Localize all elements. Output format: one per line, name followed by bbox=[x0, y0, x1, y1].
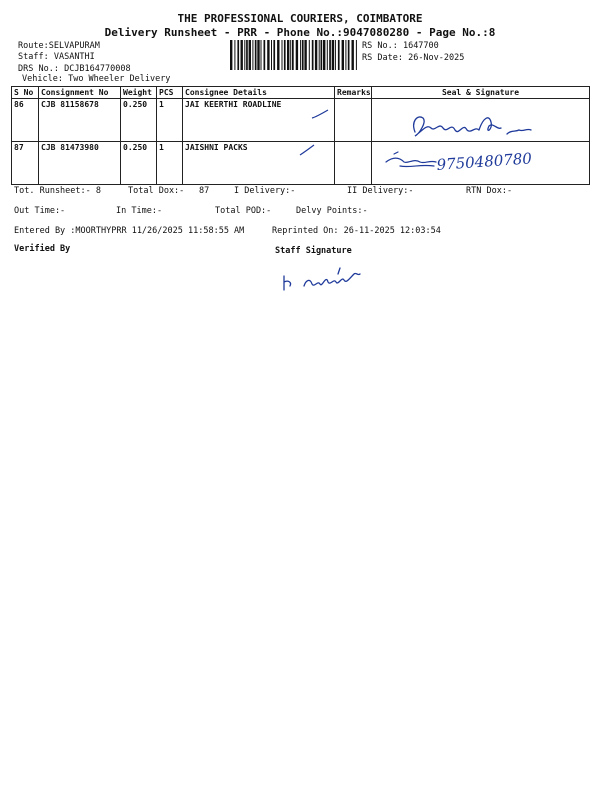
entered-by: Entered By :MOORTHYPRR 11/26/2025 11:58:55 AM bbox=[14, 226, 245, 236]
cell-consignee: JAISHNI PACKS bbox=[183, 142, 335, 185]
barcode-bar bbox=[332, 40, 334, 70]
route-label: Route: bbox=[18, 41, 49, 51]
barcode-bar bbox=[246, 40, 248, 70]
barcode-bar bbox=[282, 40, 283, 70]
drs-value: DCJB164770008 bbox=[64, 64, 131, 74]
total-dox-value: 87 bbox=[199, 186, 210, 196]
staff-signature bbox=[278, 264, 374, 294]
rs-no-value: 1647700 bbox=[402, 41, 439, 51]
col-header: Consignment No bbox=[39, 87, 121, 99]
rs-no-label: RS No.: bbox=[362, 41, 398, 51]
barcode-bar bbox=[271, 40, 272, 70]
barcode-bar bbox=[257, 40, 259, 70]
barcode-bar bbox=[230, 40, 232, 70]
runsheet-subtitle: Delivery Runsheet - PRR - Phone No.:9047080280 - Page No.:8 bbox=[104, 26, 496, 39]
reprinted-on: Reprinted On: 26-11-2025 12:03:54 bbox=[272, 226, 441, 236]
barcode bbox=[230, 40, 358, 70]
vehicle-line bbox=[22, 74, 170, 84]
barcode-bar bbox=[284, 40, 286, 70]
barcode-bar bbox=[342, 40, 344, 70]
total-dox-label: Total Dox:- bbox=[128, 186, 185, 196]
barcode-bar bbox=[273, 40, 275, 70]
barcode-bar bbox=[300, 40, 301, 70]
barcode-bar bbox=[327, 40, 328, 70]
barcode-bar bbox=[237, 40, 239, 70]
barcode-bar bbox=[352, 40, 354, 70]
cell-pcs: 1 bbox=[157, 99, 183, 142]
barcode-bar bbox=[241, 40, 243, 70]
tot-runsheet: Tot. Runsheet:- 8 bbox=[14, 186, 101, 196]
barcode-bar bbox=[304, 40, 306, 70]
cell-pcs: 1 bbox=[157, 142, 183, 185]
verified-by: Verified By bbox=[14, 244, 71, 254]
barcode-bar bbox=[315, 40, 317, 70]
barcode-bar bbox=[252, 40, 253, 70]
vehicle-value: Two Wheeler Delivery bbox=[68, 74, 171, 84]
col-header: Seal & Signature bbox=[372, 87, 590, 99]
cell-sno: 87 bbox=[12, 142, 39, 185]
cell-remarks bbox=[335, 99, 372, 142]
vehicle-label: Vehicle: bbox=[22, 74, 63, 84]
barcode-bar bbox=[319, 40, 320, 70]
col-header: PCS bbox=[157, 87, 183, 99]
out-time: Out Time:- bbox=[14, 206, 66, 216]
col-header: Consignee Details bbox=[183, 87, 335, 99]
barcode-bar bbox=[264, 40, 266, 70]
barcode-bar bbox=[290, 40, 291, 70]
tick-mark-row1 bbox=[310, 108, 330, 120]
cell-weight: 0.250 bbox=[121, 142, 157, 185]
rs-date-value: 26-Nov-2025 bbox=[408, 53, 465, 63]
staff-value: VASANTHI bbox=[53, 52, 95, 62]
barcode-bar bbox=[348, 40, 350, 70]
signature-row1 bbox=[405, 108, 535, 144]
drs-label: DRS No.: bbox=[18, 64, 59, 74]
barcode-bar bbox=[296, 40, 298, 70]
barcode-bar bbox=[338, 40, 340, 70]
barcode-bar bbox=[267, 40, 269, 70]
signature-row2 bbox=[380, 148, 440, 174]
cell-sno: 86 bbox=[12, 99, 39, 142]
barcode-bar bbox=[234, 40, 235, 70]
barcode-bar bbox=[277, 40, 279, 70]
cell-weight: 0.250 bbox=[121, 99, 157, 142]
delvy-points: Delvy Points:- bbox=[296, 206, 368, 216]
col-header: Remarks bbox=[335, 87, 372, 99]
in-time: In Time:- bbox=[116, 206, 163, 216]
barcode-bar bbox=[287, 40, 289, 70]
ii-delivery: II Delivery:- bbox=[347, 186, 414, 196]
staff-line bbox=[18, 52, 95, 62]
cell-consignment: CJB 81158678 bbox=[39, 99, 121, 142]
col-header: Weight bbox=[121, 87, 157, 99]
cell-consignee: JAI KEERTHI ROADLINE bbox=[183, 99, 335, 142]
cell-consignment: CJB 81473980 bbox=[39, 142, 121, 185]
drs-line bbox=[18, 64, 131, 74]
barcode-bar bbox=[302, 40, 304, 70]
barcode-bar bbox=[321, 40, 323, 70]
barcode-bar bbox=[323, 40, 325, 70]
barcode-bar bbox=[309, 40, 310, 70]
barcode-bar bbox=[345, 40, 346, 70]
barcode-bar bbox=[312, 40, 314, 70]
company-title: THE PROFESSIONAL COURIERS, COIMBATORE bbox=[177, 12, 423, 25]
route-line bbox=[18, 41, 100, 51]
rs-no-line bbox=[362, 41, 439, 51]
route-value: SELVAPURAM bbox=[48, 41, 100, 51]
barcode-bar bbox=[356, 40, 357, 70]
total-pod: Total POD:- bbox=[215, 206, 272, 216]
table-header-row bbox=[12, 87, 590, 99]
barcode-bar bbox=[244, 40, 245, 70]
barcode-bar bbox=[261, 40, 262, 70]
barcode-bar bbox=[249, 40, 251, 70]
rs-date-line bbox=[362, 53, 464, 63]
rtn-dox: RTN Dox:- bbox=[466, 186, 513, 196]
cell-remarks bbox=[335, 142, 372, 185]
tick-mark-row2 bbox=[298, 143, 318, 157]
staff-label: Staff: bbox=[18, 52, 49, 62]
staff-signature-label: Staff Signature bbox=[275, 246, 352, 256]
i-delivery: I Delivery:- bbox=[234, 186, 296, 196]
barcode-bar bbox=[292, 40, 294, 70]
col-header: S No bbox=[12, 87, 39, 99]
barcode-bar bbox=[335, 40, 336, 70]
barcode-bar bbox=[255, 40, 257, 70]
handwritten-phone: 9750480780 bbox=[436, 149, 533, 174]
barcode-bar bbox=[329, 40, 331, 70]
rs-date-label: RS Date: bbox=[362, 53, 403, 63]
